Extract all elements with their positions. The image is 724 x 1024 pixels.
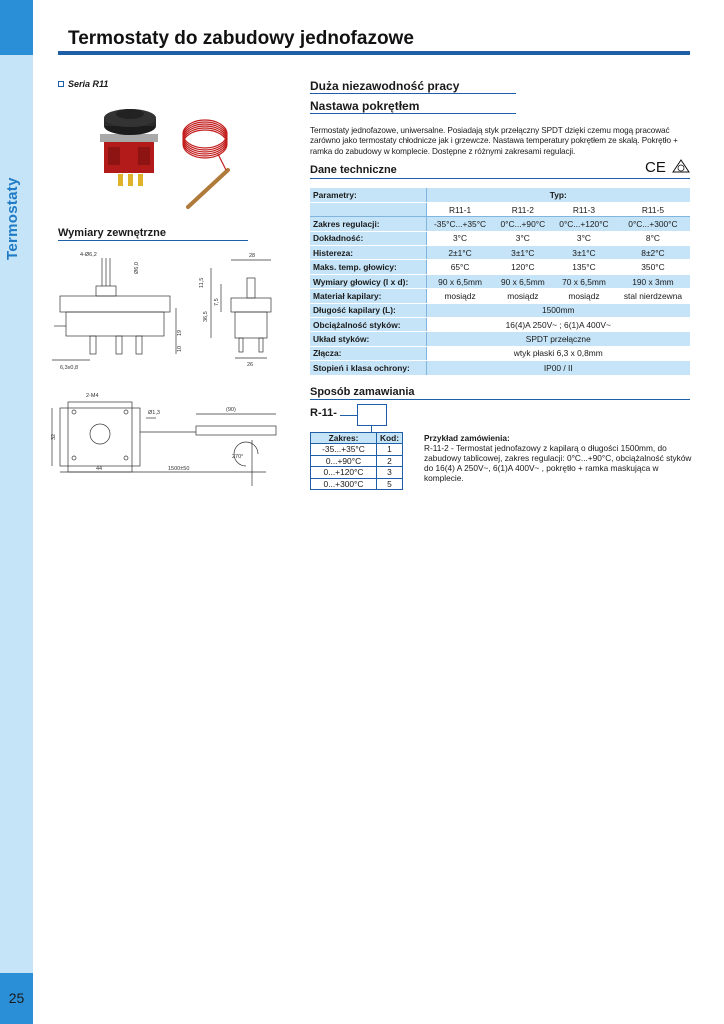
ordering-rule: [310, 399, 690, 400]
order-code-prefix: R-11-: [310, 407, 337, 419]
technical-heading: Dane techniczne: [310, 164, 397, 176]
param-label: Materiał kapilary:: [310, 289, 426, 303]
ce-mark-icon: [645, 158, 691, 174]
code-value: 2: [377, 455, 403, 467]
drawing-label-d2: Ø6,0: [134, 262, 140, 274]
param-value: 2±1°C: [426, 246, 494, 260]
order-connector-line: [340, 415, 357, 416]
product-photo: [78, 92, 248, 212]
dimensions-heading: Wymiary zewnętrzne: [58, 227, 167, 239]
param-value: mosiądz: [426, 289, 494, 303]
param-value: 16(4)A 250V~ ; 6(1)A 400V~: [426, 318, 690, 332]
param-header: Parametry:: [310, 188, 426, 202]
param-value: 90 x 6,5mm: [426, 274, 494, 288]
type-header: Typ:: [426, 188, 690, 202]
param-value: 120°C: [494, 260, 552, 274]
param-value: 0°C...+90°C: [494, 217, 552, 231]
range-column-header: Zakres:: [311, 433, 377, 444]
drawing-label-d3: 28: [249, 253, 256, 259]
param-label: Układ styków:: [310, 332, 426, 346]
order-example: [424, 433, 692, 483]
order-code-box: [357, 404, 387, 426]
series-label: [58, 79, 108, 89]
description: Termostaty jednofazowe, uniwersalne. Posiadają styk przełączny SPDT dzięki czemu mogą pracować zarówno jako termostaty chłodnicze jak i grzewcze. Nastawa temperatury pokrętłem ze skalą. Pokrętło + ramka do zabudowy w komplecie. Dostępne z różnymi zakresami regulacji.: [310, 126, 678, 156]
param-value: mosiądz: [494, 289, 552, 303]
param-value: -35°C...+35°C: [426, 217, 494, 231]
ordering-heading: Sposób zamawiania: [310, 386, 415, 398]
drawing-label-d8: 10: [177, 345, 183, 352]
param-value: 8°C: [616, 231, 690, 245]
param-label: Maks. temp. głowicy:: [310, 260, 426, 274]
range-value: 0...+90°C: [311, 455, 377, 467]
param-label: Złącza:: [310, 346, 426, 360]
reliability-rule: [310, 93, 516, 94]
param-label: Dokładność:: [310, 231, 426, 245]
drawing-side-view: [195, 248, 285, 373]
drawing-label-d16: 1500±50: [168, 466, 190, 472]
series-text: Seria R11: [68, 79, 109, 89]
model-header: R11-3: [552, 202, 616, 216]
bullet-icon: [58, 81, 64, 87]
reliability-heading: Duża niezawodność pracy: [310, 79, 460, 93]
param-label: Zakres regulacji:: [310, 217, 426, 231]
model-header: R11-1: [426, 202, 494, 216]
model-header: R11-5: [616, 202, 690, 216]
sidebar-label: Termostaty: [4, 177, 21, 260]
drawing-label-d11: 2-M4: [86, 393, 99, 399]
knob-heading: Nastawa pokrętłem: [310, 99, 420, 113]
technical-table: [310, 188, 690, 376]
drawing-label-d4: 11,5: [199, 277, 205, 288]
order-example-heading: Przykład zamówienia:: [424, 433, 510, 443]
range-code-row: [311, 455, 403, 467]
param-label: Wymiary głowicy (l x d):: [310, 274, 426, 288]
model-header: R11-2: [494, 202, 552, 216]
param-value: 350°C: [616, 260, 690, 274]
knob-rule: [310, 113, 516, 114]
param-value: 3°C: [426, 231, 494, 245]
param-value: 8±2°C: [616, 246, 690, 260]
param-label: Długość kapilary (L):: [310, 303, 426, 317]
code-value: 1: [377, 444, 403, 456]
range-value: 0...+120°C: [311, 467, 377, 479]
order-example-text: R-11-2 - Termostat jednofazowy z kapilarą o długości 1500mm, do zabudowy tablicowej, zakres regulacji: 0°C...+90°C, obciążalność styków do 16(4) A 250V~, 6(1)A 400V~ , pokrętło + ramka maskująca w komplecie.: [424, 443, 692, 483]
code-column-header: Kod:: [377, 433, 403, 444]
code-value: 5: [377, 478, 403, 490]
range-value: -35...+35°C: [311, 444, 377, 456]
param-value: 190 x 3mm: [616, 274, 690, 288]
drawing-label-d5: 7,5: [214, 298, 220, 306]
drawing-label-d1: 4-Ø6,2: [80, 252, 97, 258]
page-number: 25: [8, 990, 25, 1006]
drawing-label-d14: 32: [51, 433, 57, 440]
param-value: 0°C...+300°C: [616, 217, 690, 231]
param-spacer: [310, 202, 426, 216]
param-label: Histereza:: [310, 246, 426, 260]
drawing-label-d6: 36,5: [203, 311, 209, 322]
param-value: 3±1°C: [552, 246, 616, 260]
range-code-row: [311, 467, 403, 479]
technical-rule: [310, 178, 690, 179]
param-value: SPDT przełączne: [426, 332, 690, 346]
param-value: 3°C: [494, 231, 552, 245]
drawing-label-d9: 26: [247, 362, 254, 368]
drawing-label-d12: Ø1,3: [148, 410, 160, 416]
param-value: 3°C: [552, 231, 616, 245]
param-value: 1500mm: [426, 303, 690, 317]
param-value: 70 x 6,5mm: [552, 274, 616, 288]
drawing-label-d7: 19: [177, 329, 183, 336]
param-value: 135°C: [552, 260, 616, 274]
drawing-front-view: [46, 248, 186, 373]
param-value: mosiądz: [552, 289, 616, 303]
title-rule: [58, 51, 690, 55]
param-label: Stopień i klasa ochrony:: [310, 361, 426, 375]
code-value: 3: [377, 467, 403, 479]
param-value: wtyk płaski 6,3 x 0,8mm: [426, 346, 690, 360]
param-value: 0°C...+120°C: [552, 217, 616, 231]
range-value: 0...+300°C: [311, 478, 377, 490]
param-value: 90 x 6,5mm: [494, 274, 552, 288]
param-value: 3±1°C: [494, 246, 552, 260]
range-code-row: [311, 478, 403, 490]
drawing-label-d10: 6,3x0,8: [60, 365, 79, 371]
drawing-label-d13: (90): [226, 407, 236, 413]
range-code-row: [311, 444, 403, 456]
dimensions-rule: [58, 240, 248, 241]
sidebar-top-block: [0, 0, 33, 55]
drawing-label-d15: 44: [96, 466, 103, 472]
page-title: Termostaty do zabudowy jednofazowe: [68, 28, 414, 49]
drawing-label-d17: 270°: [232, 454, 244, 460]
range-code-table: [310, 432, 403, 490]
param-value: 65°C: [426, 260, 494, 274]
drawing-top-view: [46, 388, 291, 490]
ce-mark-text: CE: [645, 159, 666, 174]
param-value: stal nierdzewna: [616, 289, 690, 303]
param-value: IP00 / II: [426, 361, 690, 375]
param-label: Obciążalność styków:: [310, 318, 426, 332]
